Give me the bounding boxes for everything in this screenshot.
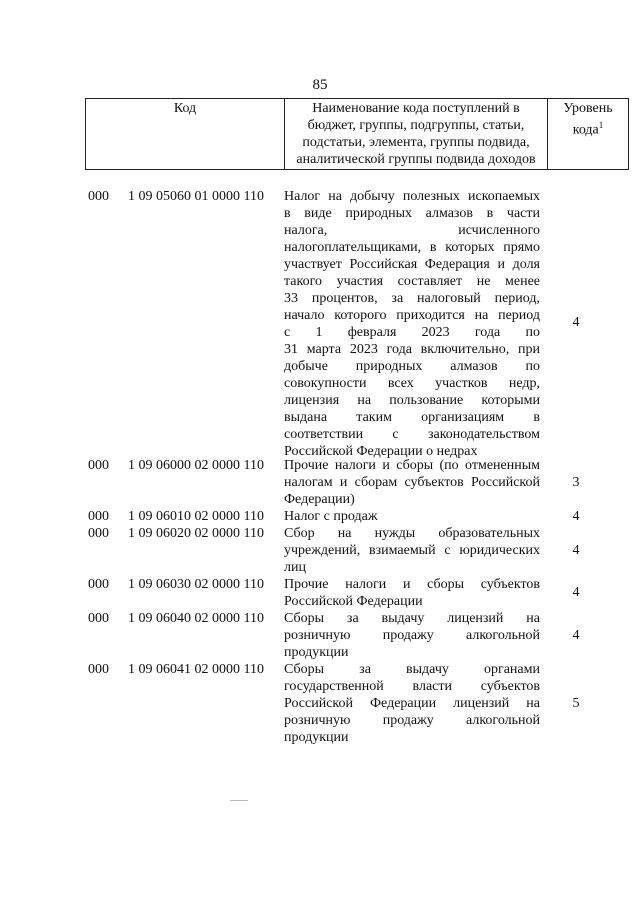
row-name-line: розничную продажу алкогольной	[284, 628, 540, 643]
row-name-line: Сборы за выдачу лицензий на	[284, 611, 540, 626]
row-admin-code: 000	[88, 509, 109, 524]
row-name-line: налогоплательщиками, в которых прямо	[284, 240, 540, 255]
row-level: 4	[572, 509, 580, 524]
row-admin-code: 000	[88, 458, 109, 473]
row-income-code: 1 09 06041 02 0000 110	[128, 662, 264, 677]
row-name-line: Прочие налоги и сборы (по отмененным	[284, 458, 540, 473]
header-name: Наименование кода поступлений в бюджет, группы, подгруппы, статьи, подстатьи, элемента, группы подвида, аналитической группы подвида доходов	[285, 99, 548, 170]
row-name-line: Федерации)	[284, 492, 355, 507]
row-name-line: лиц	[284, 560, 306, 575]
row-name	[284, 576, 540, 610]
row-income-code: 1 09 06040 02 0000 110	[128, 611, 264, 626]
row-income-code: 1 09 06020 02 0000 110	[128, 526, 264, 541]
row-name-line: Налог на добычу полезных ископаемых	[284, 189, 540, 204]
row-name	[284, 508, 540, 525]
row-name	[284, 188, 540, 460]
row-name-line: добыче природных алмазов по	[284, 359, 540, 374]
row-name-line: продукции	[284, 730, 349, 745]
row-name-line: в виде природных алмазов в части	[284, 206, 540, 221]
row-income-code: 1 09 05060 01 0000 110	[128, 189, 264, 204]
row-name-line: Российской Федерации лицензий на	[284, 696, 540, 711]
row-name-line: государственной власти субъектов	[284, 679, 540, 694]
row-admin-code: 000	[88, 662, 109, 677]
row-name-line: продукции	[284, 645, 349, 660]
row-name-line: с 1 февраля 2023 года по	[284, 325, 540, 340]
row-name-line: Российской Федерации о недрах	[284, 444, 478, 459]
row-level: 4	[572, 315, 580, 330]
row-name-line: соответствии с законодательством	[284, 427, 540, 442]
row-name	[284, 610, 540, 661]
row-income-code: 1 09 06030 02 0000 110	[128, 577, 264, 592]
row-level: 5	[572, 696, 580, 711]
row-admin-code: 000	[88, 611, 109, 626]
row-name-line: розничную продажу алкогольной	[284, 713, 540, 728]
row-name-line: выдана таким организациям в	[284, 410, 540, 425]
row-name-line: такого участия составляет не менее	[284, 274, 540, 289]
row-income-code: 1 09 06000 02 0000 110	[128, 458, 264, 473]
row-level: 4	[572, 585, 580, 600]
table-header	[85, 98, 629, 170]
row-name-line: 33 процентов, за налоговый период,	[284, 291, 540, 306]
row-admin-code: 000	[88, 526, 109, 541]
row-name-line: Налог с продаж	[284, 509, 378, 524]
row-level: 3	[572, 475, 580, 490]
row-name-line: Сбор на нужды образовательных	[284, 526, 540, 541]
row-name-line: налогам и сборам субъектов Российской	[284, 475, 540, 490]
page-number: 85	[312, 77, 328, 93]
footnote-mark: 1	[598, 120, 604, 130]
row-name-line: начало которого приходится на период	[284, 308, 540, 323]
row-name	[284, 661, 540, 746]
row-level: 4	[572, 628, 580, 643]
header-code: Код	[86, 99, 285, 170]
header-level-label: Уровень кода	[563, 101, 613, 138]
row-income-code: 1 09 06010 02 0000 110	[128, 509, 264, 524]
row-name-line: лицензия на пользование которыми	[284, 393, 540, 408]
row-name-line: Сборы за выдачу органами	[284, 662, 540, 677]
row-name-line: учреждений, взимаемый с юридических	[284, 543, 540, 558]
row-level: 4	[572, 543, 580, 558]
row-name	[284, 457, 540, 508]
row-name-line: налога, исчисленного	[284, 223, 540, 238]
row-name-line: участвует Российская Федерация и доля	[284, 257, 540, 272]
row-name	[284, 525, 540, 576]
row-name-line: совокупности всех участков недр,	[284, 376, 540, 391]
row-admin-code: 000	[88, 189, 109, 204]
row-name-line: 31 марта 2023 года включительно, при	[284, 342, 540, 357]
row-admin-code: 000	[88, 577, 109, 592]
header-level	[548, 99, 629, 170]
scan-mark	[230, 800, 248, 801]
row-name-line: Прочие налоги и сборы субъектов	[284, 577, 540, 592]
row-name-line: Российской Федерации	[284, 594, 423, 609]
